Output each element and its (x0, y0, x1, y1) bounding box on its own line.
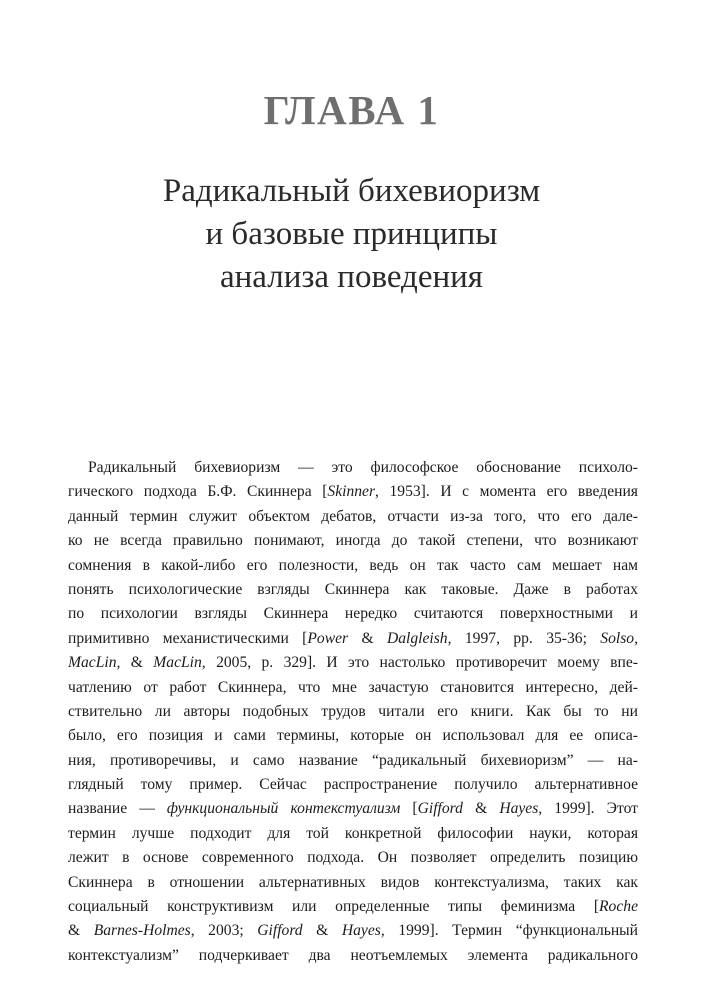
citation-italic-text: MacLin, (153, 654, 206, 672)
text-segment: & (462, 800, 500, 818)
citation-italic-text: Hayes (341, 922, 381, 940)
citation-italic-text: Power (307, 629, 349, 647)
citation-italic-text: Dalgleish, (386, 629, 452, 647)
text-line (68, 797, 638, 821)
text-segment: Скиннера в отношении альтернативных видов контекстуализма, таких как (68, 873, 638, 891)
text-segment: , 1999]. Этот (538, 800, 638, 818)
citation-italic-text: Roche (599, 898, 638, 916)
body-paragraph (68, 456, 638, 968)
text-segment: ствительно ли авторы подобных трудов читали его книги. Как бы то ни (68, 702, 638, 720)
text-segment: название — (68, 800, 167, 818)
citation-italic-text: MacLin, (68, 654, 121, 672)
text-segment: по психологии взгляды Скиннера нередко считаются поверхностными и (68, 605, 638, 623)
text-line (68, 749, 638, 773)
text-line (68, 554, 638, 578)
text-line (68, 480, 638, 504)
citation-italic-text: Gifford (257, 922, 303, 940)
citation-italic-text: Skinner (327, 483, 376, 501)
text-segment: & (348, 629, 387, 647)
text-segment: , 1999]. Термин “функциональный (380, 922, 639, 940)
text-line (68, 529, 638, 553)
text-segment: 1997, pp. 35-36; (451, 629, 601, 647)
text-segment: было, его позиция и сами термины, которые он использовал для ее описа- (68, 727, 638, 745)
text-segment: лежит в основе современного подхода. Он позволяет определить позицию (68, 849, 638, 867)
text-line (68, 456, 638, 480)
text-segment: Радикальный бихевиоризм — это философское обоснование психоло- (88, 459, 638, 476)
text-segment: контекстуализм” подчеркивает два неотъемлемых элемента радикального (68, 946, 638, 964)
text-segment: примитивно механистическими [ (68, 629, 308, 647)
text-line (68, 505, 638, 529)
citation-italic-text: Solso, (600, 629, 638, 647)
text-segment: [ (400, 800, 418, 818)
text-line (68, 822, 638, 846)
text-segment: сомнения в какой-либо его полезности, ведь он так часто сам мешает нам (68, 556, 638, 574)
text-segment: данный термин служит объектом дебатов, отчасти из-за того, что его дале- (68, 507, 638, 525)
text-segment: & (302, 922, 342, 940)
chapter-title-line: и базовые принципы (205, 216, 498, 252)
text-line (68, 627, 638, 651)
text-segment: , 1953]. И с момента его введения (375, 483, 638, 501)
text-segment: , 2003; (190, 922, 258, 940)
text-line (68, 578, 638, 602)
citation-italic-text: Gifford (417, 800, 463, 818)
text-segment: термин лучше подходит для той конкретной философии науки, которая (68, 824, 638, 842)
text-segment: гического подхода Б.Ф. Скиннера [ (68, 483, 328, 501)
citation-italic-text: Hayes (499, 800, 539, 818)
chapter-number-heading: ГЛАВА 1 (263, 87, 440, 133)
text-segment: понять психологические взгляды Скиннера как таковые. Даже в работах (68, 580, 638, 598)
text-line (68, 846, 638, 870)
text-line (68, 724, 638, 748)
text-line (68, 602, 638, 626)
chapter-title (0, 170, 703, 299)
text-segment: & (68, 922, 94, 940)
text-line (68, 773, 638, 797)
chapter-title-line: Радикальный бихевиоризм (162, 173, 541, 209)
text-segment: глядный тому пример. Сейчас распространение получило альтернативное (68, 776, 638, 794)
text-segment: чатлению от работ Скиннера, что мне зачастую становится интересно, дей- (68, 678, 638, 696)
citation-italic-text: функциональный контекстуализм (166, 800, 401, 818)
text-line (68, 700, 638, 724)
text-segment: социальный конструктивизм или определенные типы феминизма [ (68, 898, 600, 916)
text-segment: & (120, 654, 154, 672)
text-line (68, 944, 638, 968)
text-line (68, 676, 638, 700)
text-line (68, 651, 638, 675)
chapter-title-line: анализа поведения (219, 259, 483, 295)
text-line (68, 919, 638, 943)
citation-italic-text: Barnes-Holmes (93, 922, 191, 940)
text-segment: ния, противоречивы, и само название “радикальный бихевиоризм” — на- (68, 751, 638, 769)
text-line (68, 895, 638, 919)
text-segment: ко не всегда правильно понимают, иногда до такой степени, что возникают (68, 532, 638, 550)
text-segment: 2005, p. 329]. И это настолько противоречит моему впе- (205, 654, 638, 672)
text-line (68, 871, 638, 895)
